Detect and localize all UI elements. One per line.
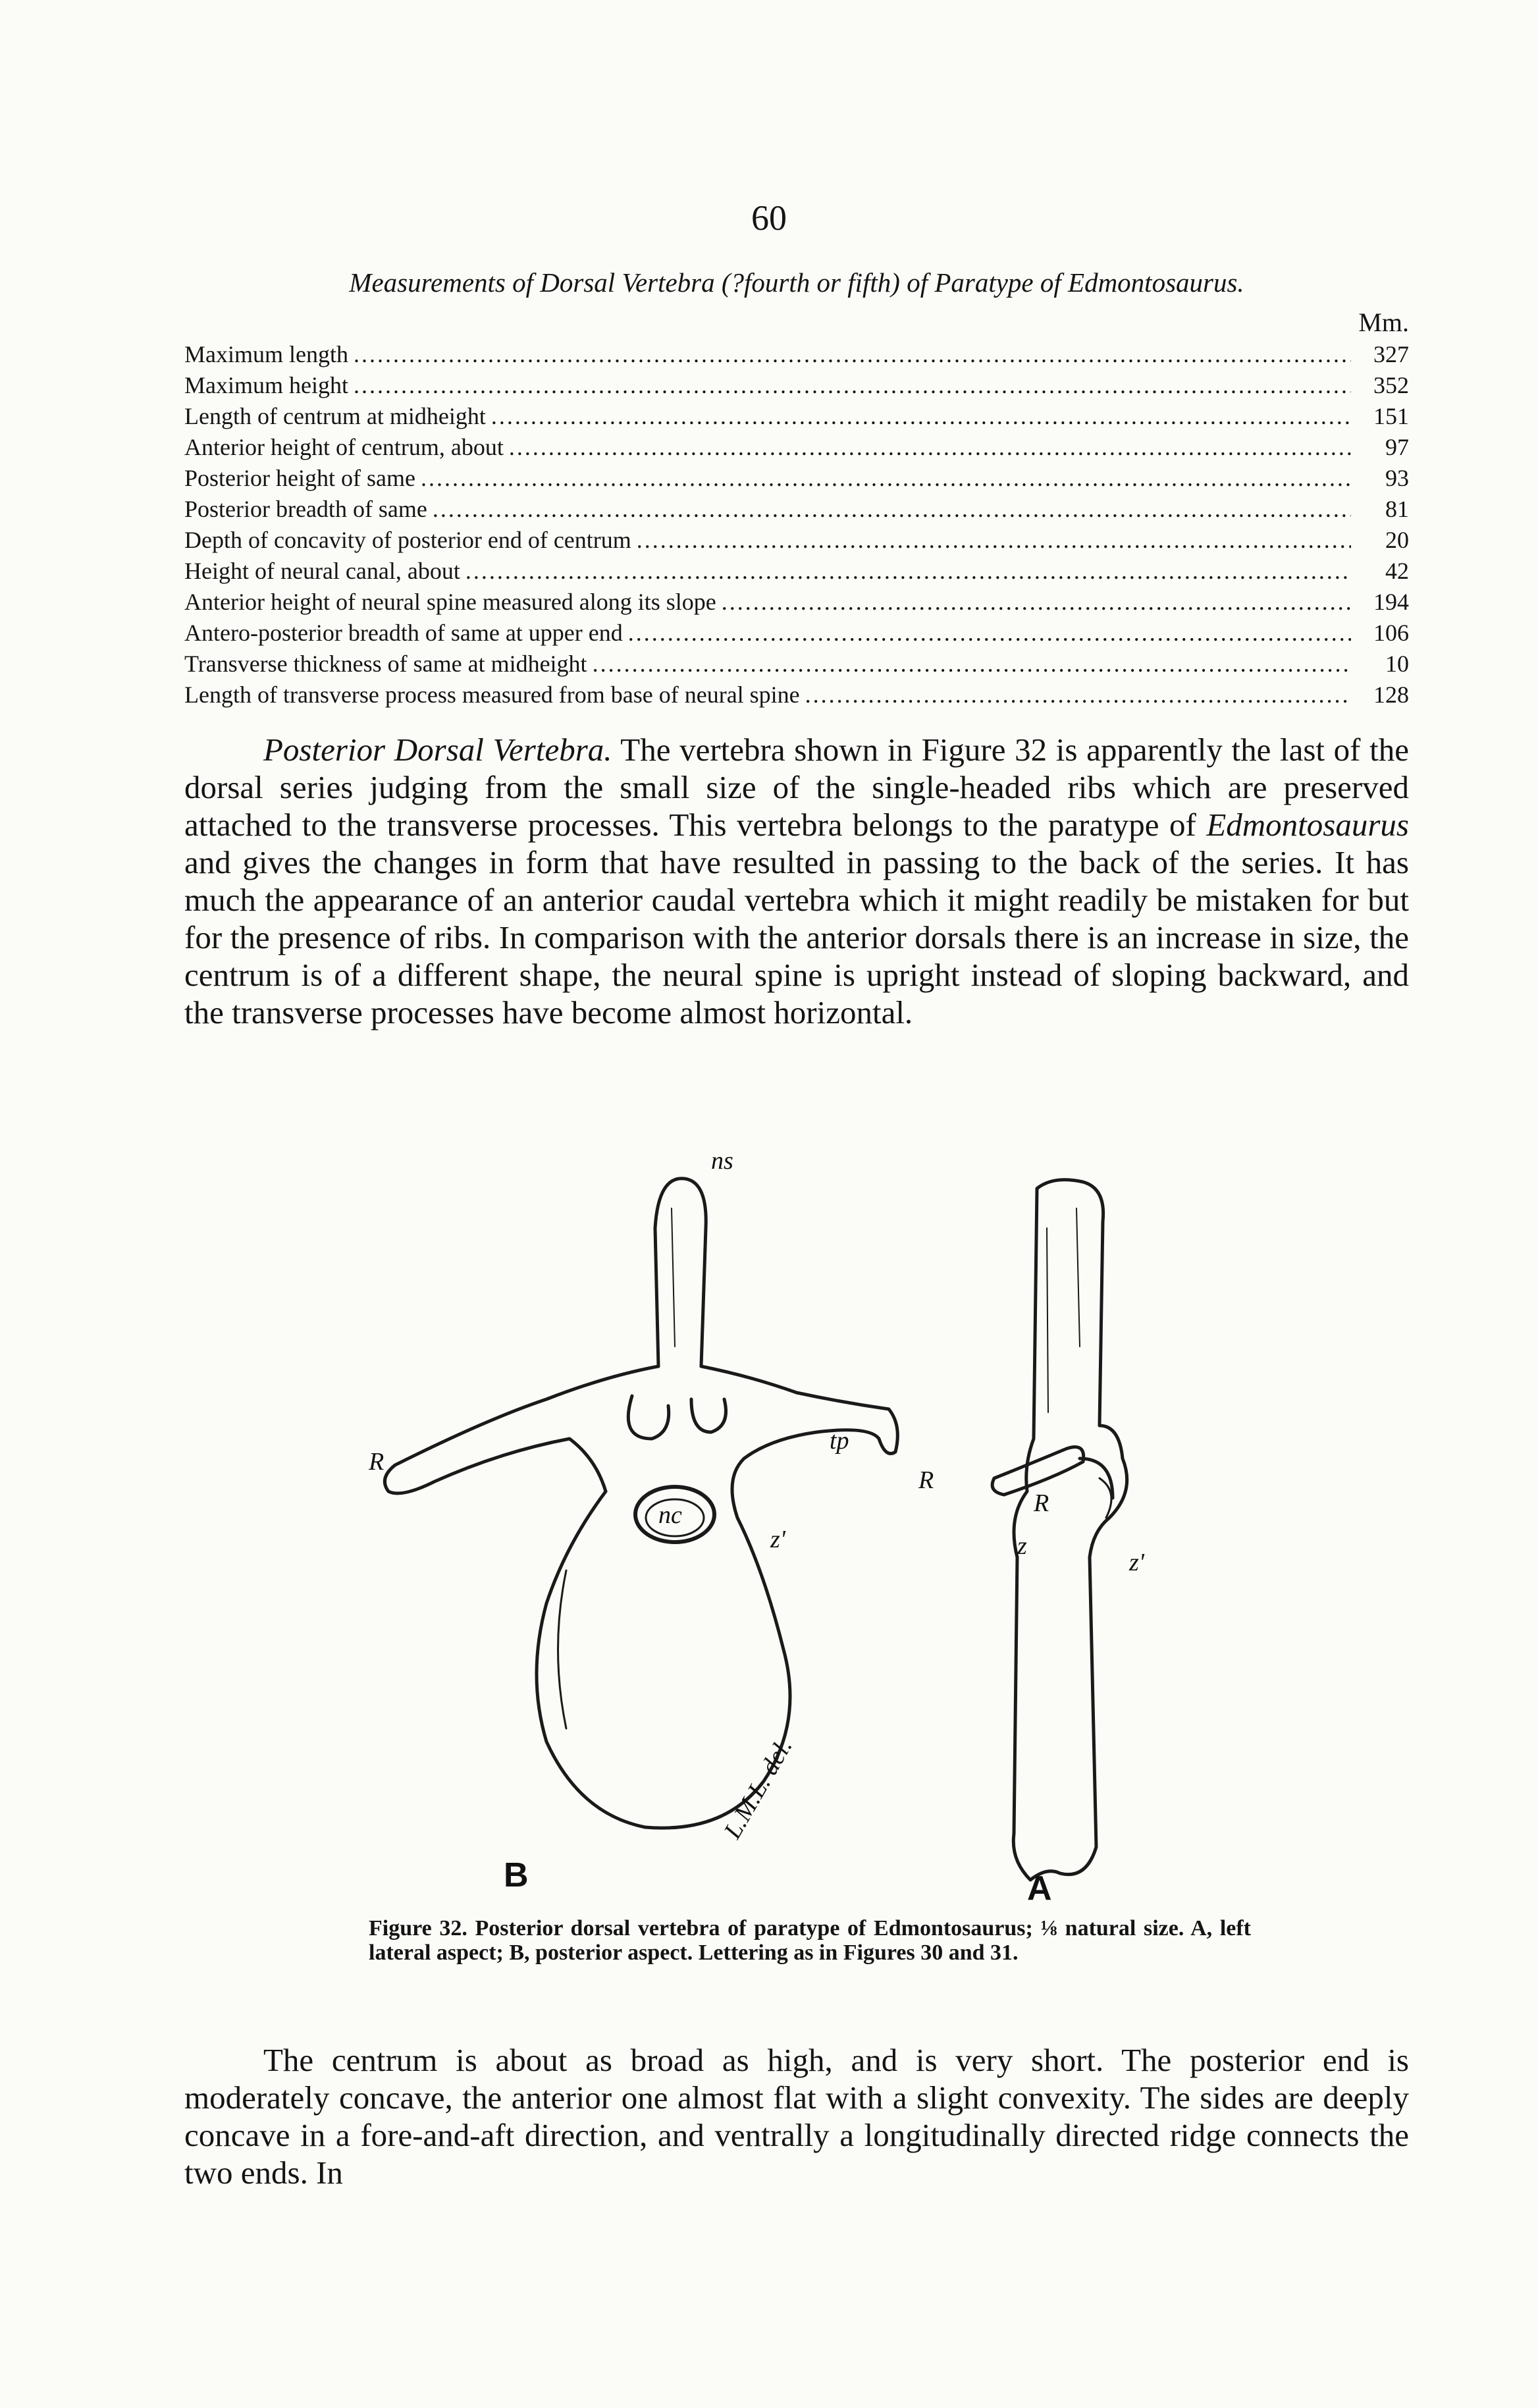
label-z-prime-a: z': [1129, 1549, 1144, 1576]
dot-leader: [637, 525, 1351, 556]
table-row: [184, 525, 1409, 556]
row-label: Height of neural canal, about: [184, 558, 460, 584]
vertebra-drawing: [237, 1149, 1304, 1913]
label-z-prime-b: z': [770, 1526, 785, 1553]
label-B: B: [504, 1856, 529, 1894]
label-R-lateral: R: [1034, 1489, 1049, 1517]
dot-leader: [722, 587, 1351, 618]
page-number: 60: [751, 198, 787, 238]
label-z: z: [1017, 1532, 1027, 1560]
lateral-vertebra-outline: [1013, 1180, 1127, 1880]
row-label: Length of centrum at midheight: [184, 403, 486, 429]
dot-leader: [354, 339, 1351, 370]
body-paragraph-2: The centrum is about as broad as high, and is very short. The posterior end is moderately concave, the anterior one almost flat with a slight convexity. The sides are deeply concave in a fore-and-aft direction, and ventrally a longitudinally directed ridge connects the two ends. In: [184, 2042, 1409, 2191]
left-transverse-process: [385, 1366, 658, 1493]
dot-leader: [421, 463, 1351, 494]
table-row: [184, 587, 1409, 618]
artist-signature: L.M.L. del.: [718, 1734, 798, 1844]
dot-leader: [805, 680, 1351, 710]
row-label: Anterior height of centrum, about: [184, 434, 504, 460]
row-value: 194: [1373, 589, 1409, 615]
dot-leader: [465, 556, 1351, 587]
label-tp: tp: [830, 1427, 849, 1455]
label-R-right: R: [918, 1466, 934, 1494]
table-caption: Measurements of Dorsal Vertebra (?fourth or fifth) of Paratype of Edmontosaurus.: [349, 267, 1244, 298]
label-A: A: [1027, 1869, 1052, 1908]
table-row: [184, 556, 1409, 587]
row-label: Anterior height of neural spine measured along its slope: [184, 589, 716, 615]
measurements-table: [184, 306, 1409, 710]
figure-caption: Figure 32. Posterior dorsal vertebra of paratype of Edmontosaurus; ⅛ natural size. A, left lateral aspect; B, posterior aspect. Lettering as in Figures 30 and 31.: [369, 1916, 1251, 1965]
row-value: 93: [1385, 465, 1409, 491]
label-nc: nc: [658, 1501, 682, 1529]
neural-spine-outline: [655, 1179, 706, 1366]
row-value: 128: [1373, 682, 1409, 708]
paragraph-text: The vertebra shown in Figure 32 is apparently the last of the dorsal series judging from the small size of the single-headed ribs which are preserved attached to the transverse processes. This vertebra belongs to the paratype of: [184, 732, 1410, 843]
row-value: 97: [1385, 434, 1409, 460]
dot-leader: [433, 494, 1351, 525]
row-label: Posterior breadth of same: [184, 496, 427, 522]
dot-leader: [628, 618, 1351, 649]
figure-32: [237, 1149, 1304, 1913]
rib-stub: [992, 1447, 1084, 1495]
section-heading: Posterior Dorsal Vertebra.: [263, 732, 612, 768]
table-row: [184, 401, 1409, 432]
row-value: 42: [1385, 558, 1409, 584]
paragraph-text: and gives the changes in form that have resulted in passing to the back of the series. It has much the appearance of an anterior caudal vertebra which it might readily be mistaken for but for the presence of ribs. In comparison with the anterior dorsals there is an increase in size, the centrum is of a different shape, the neural spine is upright instead of sloping backward, and the transverse processes have become almost horizontal.: [184, 844, 1409, 1030]
label-R-left: R: [369, 1448, 385, 1476]
row-value: 106: [1373, 620, 1409, 646]
table-row: [184, 680, 1409, 710]
body-paragraph-1: [184, 731, 1409, 1031]
row-value: 10: [1385, 651, 1409, 677]
row-value: 327: [1373, 341, 1409, 367]
table-row: [184, 494, 1409, 525]
row-value: 20: [1385, 527, 1409, 553]
dot-leader: [354, 370, 1351, 401]
dot-leader: [491, 401, 1351, 432]
row-label: Maximum length: [184, 341, 348, 367]
table-row: [184, 618, 1409, 649]
row-label: Antero-posterior breadth of same at upper end: [184, 620, 623, 646]
table-row: [184, 432, 1409, 463]
table-row: [184, 463, 1409, 494]
table-row: [184, 339, 1409, 370]
table-row: [184, 649, 1409, 680]
dot-leader: [593, 649, 1351, 680]
row-label: Depth of concavity of posterior end of centrum: [184, 527, 631, 553]
label-ns: ns: [711, 1149, 733, 1175]
row-label: Length of transverse process measured from base of neural spine: [184, 682, 800, 708]
row-label: Transverse thickness of same at midheight: [184, 651, 587, 677]
row-value: 352: [1373, 372, 1409, 398]
row-label: Maximum height: [184, 372, 348, 398]
row-value: 81: [1385, 496, 1409, 522]
table-row: [184, 370, 1409, 401]
row-value: 151: [1373, 403, 1409, 429]
genus-name: Edmontosaurus: [1206, 807, 1409, 843]
row-label: Posterior height of same: [184, 465, 415, 491]
unit-header: Mm.: [1358, 308, 1409, 337]
dot-leader: [509, 432, 1351, 463]
right-transverse-process: [701, 1366, 897, 1518]
